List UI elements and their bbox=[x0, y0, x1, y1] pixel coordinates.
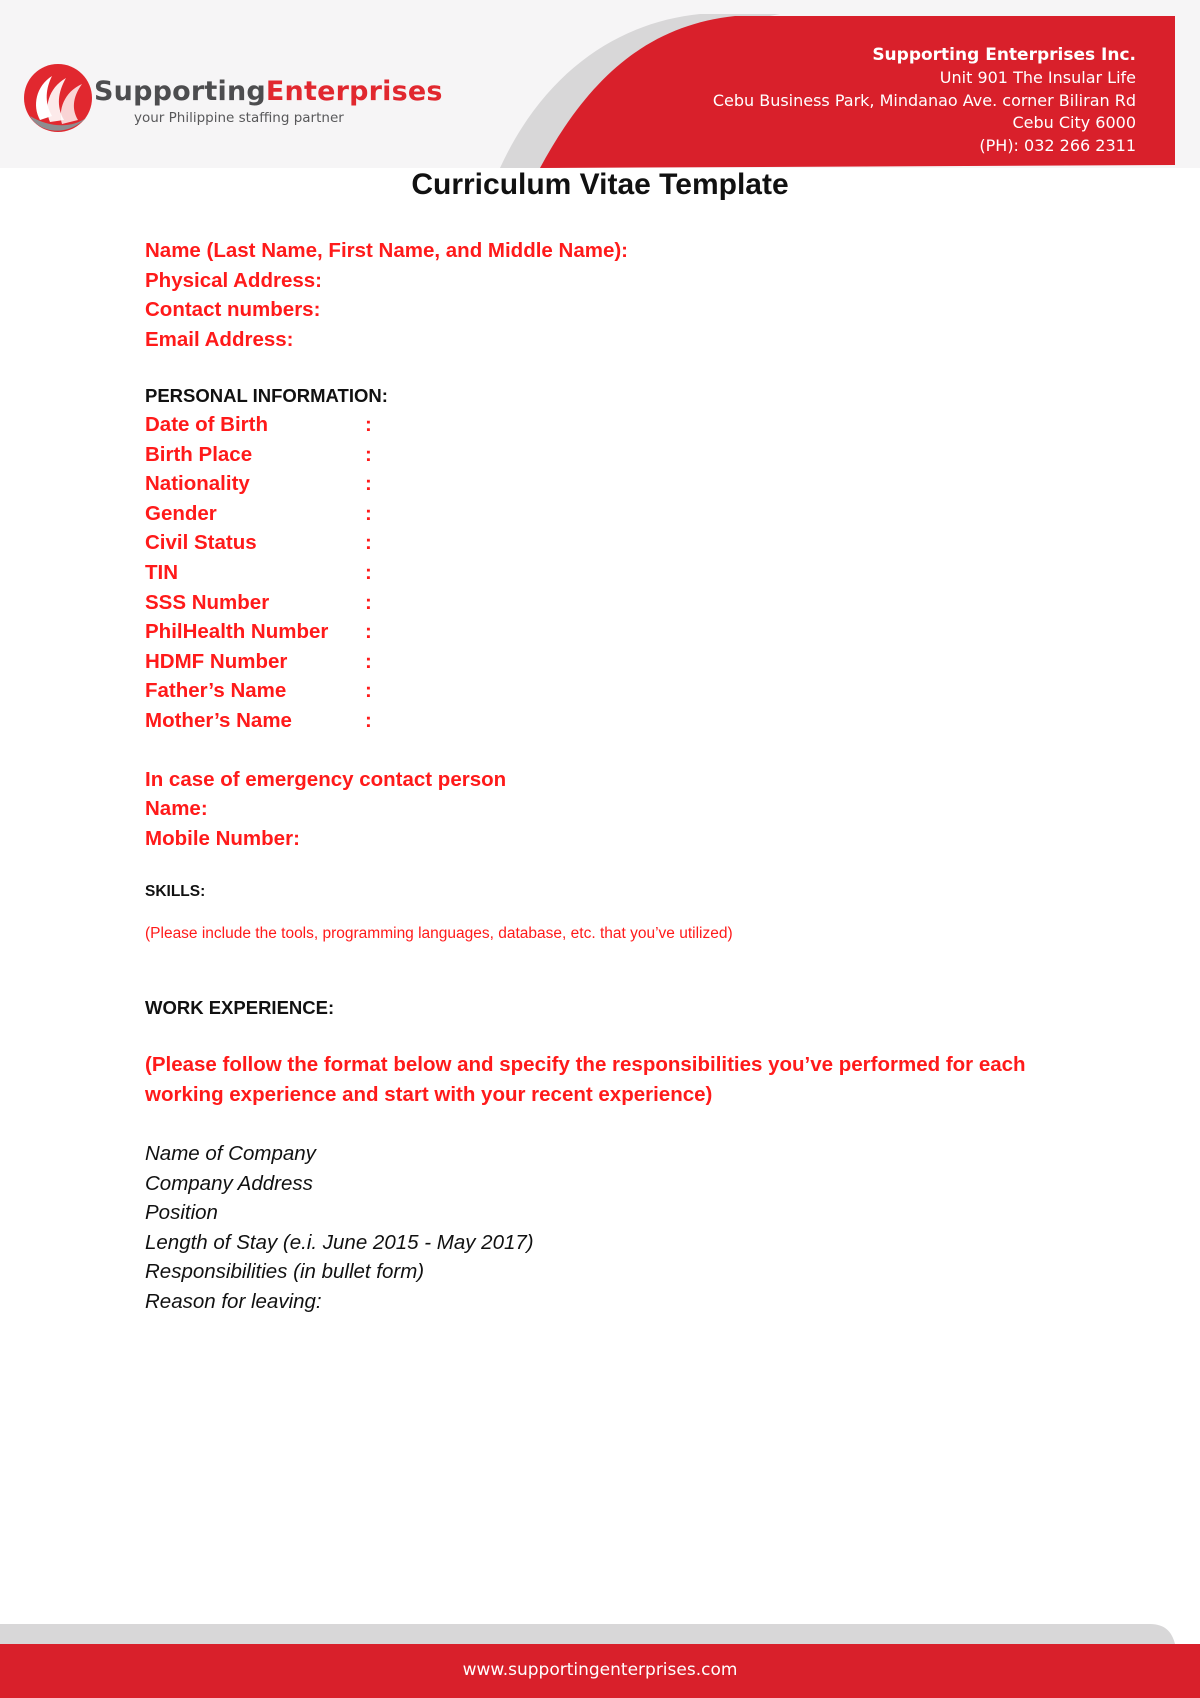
footer-website-url: www.supportingenterprises.com bbox=[462, 1660, 738, 1680]
contact-field: Name (Last Name, First Name, and Middle Name): bbox=[145, 239, 629, 262]
personal-info-heading: PERSONAL INFORMATION: bbox=[145, 385, 388, 406]
logo-word-2: Enterprises bbox=[265, 76, 443, 107]
personal-field-row bbox=[145, 410, 1075, 440]
work-field: Reason for leaving: bbox=[145, 1289, 322, 1313]
cv-template-body bbox=[145, 236, 1075, 1316]
personal-field-row bbox=[145, 588, 1075, 618]
personal-field-row bbox=[145, 676, 1075, 706]
address-line-2: Cebu Business Park, Mindanao Ave. corner Biliran Rd bbox=[712, 90, 1136, 110]
personal-field-row bbox=[145, 499, 1075, 529]
field-label: Nationality bbox=[145, 472, 250, 496]
field-label: HDMF Number bbox=[145, 649, 288, 673]
work-field: Position bbox=[145, 1201, 218, 1225]
field-separator: : bbox=[365, 472, 372, 496]
work-field: Company Address bbox=[145, 1171, 313, 1195]
work-experience-note: (Please follow the format below and specify the responsibilities you’ve performed for each working experience and start with your recent experience) bbox=[145, 1053, 1026, 1106]
field-separator: : bbox=[365, 649, 372, 673]
work-field: Length of Stay (e.i. June 2015 - May 2017) bbox=[145, 1230, 534, 1254]
field-separator: : bbox=[365, 531, 372, 555]
logo-wordmark bbox=[94, 76, 443, 107]
company-phone: (PH): 032 266 2311 bbox=[979, 135, 1136, 155]
skills-note: (Please include the tools, programming languages, database, etc. that you’ve utilized) bbox=[145, 925, 733, 943]
contact-field: Contact numbers: bbox=[145, 298, 321, 321]
field-separator: : bbox=[365, 413, 372, 436]
document-title: Curriculum Vitae Template bbox=[411, 168, 789, 201]
company-address-block bbox=[713, 44, 1136, 157]
field-label: Gender bbox=[145, 501, 217, 525]
contact-fields bbox=[145, 236, 1075, 354]
field-separator: : bbox=[365, 679, 372, 703]
logo-tagline: your Philippine staffing partner bbox=[134, 110, 344, 126]
personal-field-row bbox=[145, 706, 1075, 736]
field-label: Birth Place bbox=[145, 442, 253, 466]
work-experience-format bbox=[145, 1139, 1075, 1316]
emergency-contact bbox=[145, 765, 1075, 854]
field-separator: : bbox=[365, 501, 372, 525]
personal-field-row bbox=[145, 558, 1075, 588]
work-field: Name of Company bbox=[145, 1142, 316, 1166]
address-line-1: Unit 901 The Insular Life bbox=[939, 68, 1136, 87]
field-label: Civil Status bbox=[145, 531, 257, 555]
personal-field-row bbox=[145, 617, 1075, 647]
personal-info-fields bbox=[145, 410, 1075, 736]
personal-field-row bbox=[145, 647, 1075, 677]
address-line-3: Cebu City 6000 bbox=[1012, 113, 1136, 132]
field-label: Father’s Name bbox=[145, 679, 287, 703]
field-label: Date of Birth bbox=[145, 413, 268, 436]
contact-field: Email Address: bbox=[145, 327, 294, 351]
company-name: Supporting Enterprises Inc. bbox=[872, 45, 1136, 65]
emergency-heading: In case of emergency contact person bbox=[145, 767, 507, 791]
emergency-name-field: Name: bbox=[145, 797, 208, 821]
field-label: SSS Number bbox=[145, 590, 270, 614]
personal-field-row bbox=[145, 469, 1075, 499]
logo-word-1: Supporting bbox=[94, 76, 266, 107]
field-separator: : bbox=[365, 560, 372, 584]
field-separator: : bbox=[365, 708, 372, 732]
skills-heading: SKILLS: bbox=[145, 883, 206, 901]
field-label: PhilHealth Number bbox=[145, 620, 329, 644]
field-separator: : bbox=[365, 442, 372, 466]
field-separator: : bbox=[365, 620, 372, 644]
field-label: Mother’s Name bbox=[145, 708, 292, 732]
field-separator: : bbox=[365, 590, 372, 614]
logo-swirl-icon bbox=[22, 58, 94, 134]
letterhead bbox=[0, 0, 1200, 168]
field-label: TIN bbox=[145, 560, 179, 584]
company-logo bbox=[22, 58, 442, 138]
emergency-mobile-field: Mobile Number: bbox=[145, 826, 300, 850]
work-field: Responsibilities (in bullet form) bbox=[145, 1260, 425, 1284]
work-experience-heading: WORK EXPERIENCE: bbox=[145, 997, 335, 1019]
personal-field-row bbox=[145, 440, 1075, 470]
personal-field-row bbox=[145, 528, 1075, 558]
contact-field: Physical Address: bbox=[145, 268, 322, 292]
